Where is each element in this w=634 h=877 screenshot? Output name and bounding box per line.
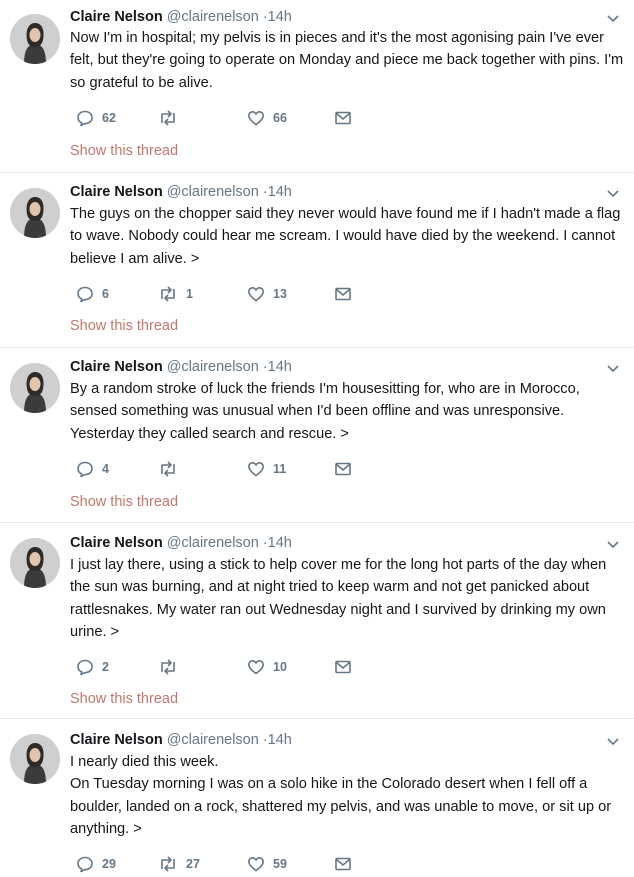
show-thread-link[interactable]: Show this thread — [70, 691, 179, 707]
retweet-button[interactable] — [158, 854, 200, 874]
speech-bubble-icon — [76, 460, 94, 478]
tweet-timestamp[interactable]: ·14h — [262, 535, 292, 551]
retweet-button[interactable] — [158, 284, 193, 304]
like-count: 13 — [273, 287, 287, 301]
direct-message-button[interactable] — [334, 854, 352, 874]
tweet-actions — [70, 657, 390, 677]
like-button[interactable] — [247, 459, 286, 479]
direct-message-button[interactable] — [334, 284, 352, 304]
tweet-text — [70, 554, 628, 643]
speech-bubble-icon — [76, 658, 94, 676]
chevron-down-icon[interactable] — [606, 737, 620, 747]
avatar-image — [10, 363, 60, 413]
author-name[interactable]: Claire Nelson — [70, 9, 163, 25]
reply-button[interactable] — [76, 459, 109, 479]
reply-count: 29 — [102, 857, 116, 871]
reply-count: 62 — [102, 111, 116, 125]
speech-bubble-icon — [76, 855, 94, 873]
like-count: 59 — [273, 857, 287, 871]
heart-icon — [247, 285, 265, 303]
author-handle[interactable]: @clairenelson — [166, 184, 259, 200]
show-thread-link[interactable]: Show this thread — [70, 318, 179, 334]
tweet-text — [70, 751, 628, 840]
tweet-actions — [70, 854, 390, 874]
tweet-text-line: I just lay there, using a stick to help cover me for the long hot parts of the day when the sun was burning, and at night tried to keep warm and not get panicked about rattlesnakes. My water ran out Wednesday night and I survived by drinking my own urine. > — [70, 557, 607, 640]
retweet-count: 27 — [186, 857, 200, 871]
reply-count: 6 — [102, 287, 109, 301]
envelope-icon — [334, 659, 352, 675]
tweet-actions — [70, 284, 390, 304]
like-button[interactable] — [247, 854, 287, 874]
tweet-actions — [70, 459, 390, 479]
heart-icon — [247, 855, 265, 873]
author-name[interactable]: Claire Nelson — [70, 184, 163, 200]
like-count: 10 — [273, 660, 287, 674]
author-handle[interactable]: @clairenelson — [166, 732, 259, 748]
envelope-icon — [334, 286, 352, 302]
tweet — [0, 172, 634, 347]
retweet-button[interactable] — [158, 108, 186, 128]
envelope-icon — [334, 461, 352, 477]
like-button[interactable] — [247, 284, 287, 304]
avatar-image — [10, 188, 60, 238]
author-name[interactable]: Claire Nelson — [70, 732, 163, 748]
tweet-actions — [70, 108, 390, 128]
heart-icon — [247, 658, 265, 676]
like-count: 11 — [273, 462, 287, 476]
avatar[interactable] — [10, 188, 60, 238]
avatar[interactable] — [10, 363, 60, 413]
show-thread-link[interactable]: Show this thread — [70, 494, 179, 510]
tweet-timestamp[interactable]: ·14h — [262, 732, 292, 748]
avatar-image — [10, 734, 60, 784]
retweet-arrows-icon — [158, 285, 178, 303]
reply-count: 2 — [102, 660, 109, 674]
tweet — [0, 522, 634, 718]
retweet-count: 1 — [186, 287, 193, 301]
retweet-button[interactable] — [158, 657, 186, 677]
tweet-timestamp[interactable]: ·14h — [262, 9, 292, 25]
tweet-text — [70, 27, 628, 94]
heart-icon — [247, 109, 265, 127]
avatar[interactable] — [10, 538, 60, 588]
tweet-text-line: I nearly died this week. — [70, 754, 219, 770]
chevron-down-icon[interactable] — [606, 364, 620, 374]
retweet-arrows-icon — [158, 109, 178, 127]
author-name[interactable]: Claire Nelson — [70, 359, 163, 375]
tweet-text-line: On Tuesday morning I was on a solo hike in the Colorado desert when I fell off a boulder, landed on a rock, shattered my pelvis, and was unable to move, or sit up or anything. > — [70, 776, 612, 837]
avatar-image — [10, 14, 60, 64]
direct-message-button[interactable] — [334, 657, 352, 677]
direct-message-button[interactable] — [334, 108, 352, 128]
tweet-text — [70, 378, 628, 445]
retweet-arrows-icon — [158, 855, 178, 873]
tweet — [0, 0, 634, 172]
author-handle[interactable]: @clairenelson — [166, 9, 259, 25]
reply-button[interactable] — [76, 657, 109, 677]
avatar-image — [10, 538, 60, 588]
like-button[interactable] — [247, 108, 287, 128]
chevron-down-icon[interactable] — [606, 540, 620, 550]
speech-bubble-icon — [76, 285, 94, 303]
retweet-button[interactable] — [158, 459, 186, 479]
speech-bubble-icon — [76, 109, 94, 127]
tweet-timestamp[interactable]: ·14h — [262, 184, 292, 200]
tweet-text-line: Now I'm in hospital; my pelvis is in pieces and it's the most agonising pain I've ever felt, but they're going to operate on Monday and piece me back together with pins. I'm so grateful to be alive. — [70, 30, 624, 91]
author-handle[interactable]: @clairenelson — [166, 359, 259, 375]
tweet-timestamp[interactable]: ·14h — [262, 359, 292, 375]
tweet-text-line: By a random stroke of luck the friends I'm housesitting for, who are in Morocco, sensed something was unusual when I'd been offline and was unresponsive. Yesterday they called search and rescue. > — [70, 381, 580, 442]
tweet-text-line: The guys on the chopper said they never would have found me if I hadn't made a flag to wave. Nobody could hear me scream. I would have died by the weekend. I cannot believe I am alive. > — [70, 206, 621, 267]
like-count: 66 — [273, 111, 287, 125]
tweet — [0, 718, 634, 877]
chevron-down-icon[interactable] — [606, 189, 620, 199]
heart-icon — [247, 460, 265, 478]
author-name[interactable]: Claire Nelson — [70, 535, 163, 551]
envelope-icon — [334, 856, 352, 872]
chevron-down-icon[interactable] — [606, 14, 620, 24]
like-button[interactable] — [247, 657, 287, 677]
tweet — [0, 347, 634, 522]
reply-button[interactable] — [76, 854, 116, 874]
direct-message-button[interactable] — [334, 459, 352, 479]
envelope-icon — [334, 110, 352, 126]
reply-count: 4 — [102, 462, 109, 476]
avatar[interactable] — [10, 734, 60, 784]
show-thread-link[interactable]: Show this thread — [70, 143, 179, 159]
retweet-arrows-icon — [158, 658, 178, 676]
retweet-arrows-icon — [158, 460, 178, 478]
reply-button[interactable] — [76, 284, 109, 304]
tweet-text — [70, 203, 628, 270]
author-handle[interactable]: @clairenelson — [166, 535, 259, 551]
avatar[interactable] — [10, 14, 60, 64]
reply-button[interactable] — [76, 108, 116, 128]
